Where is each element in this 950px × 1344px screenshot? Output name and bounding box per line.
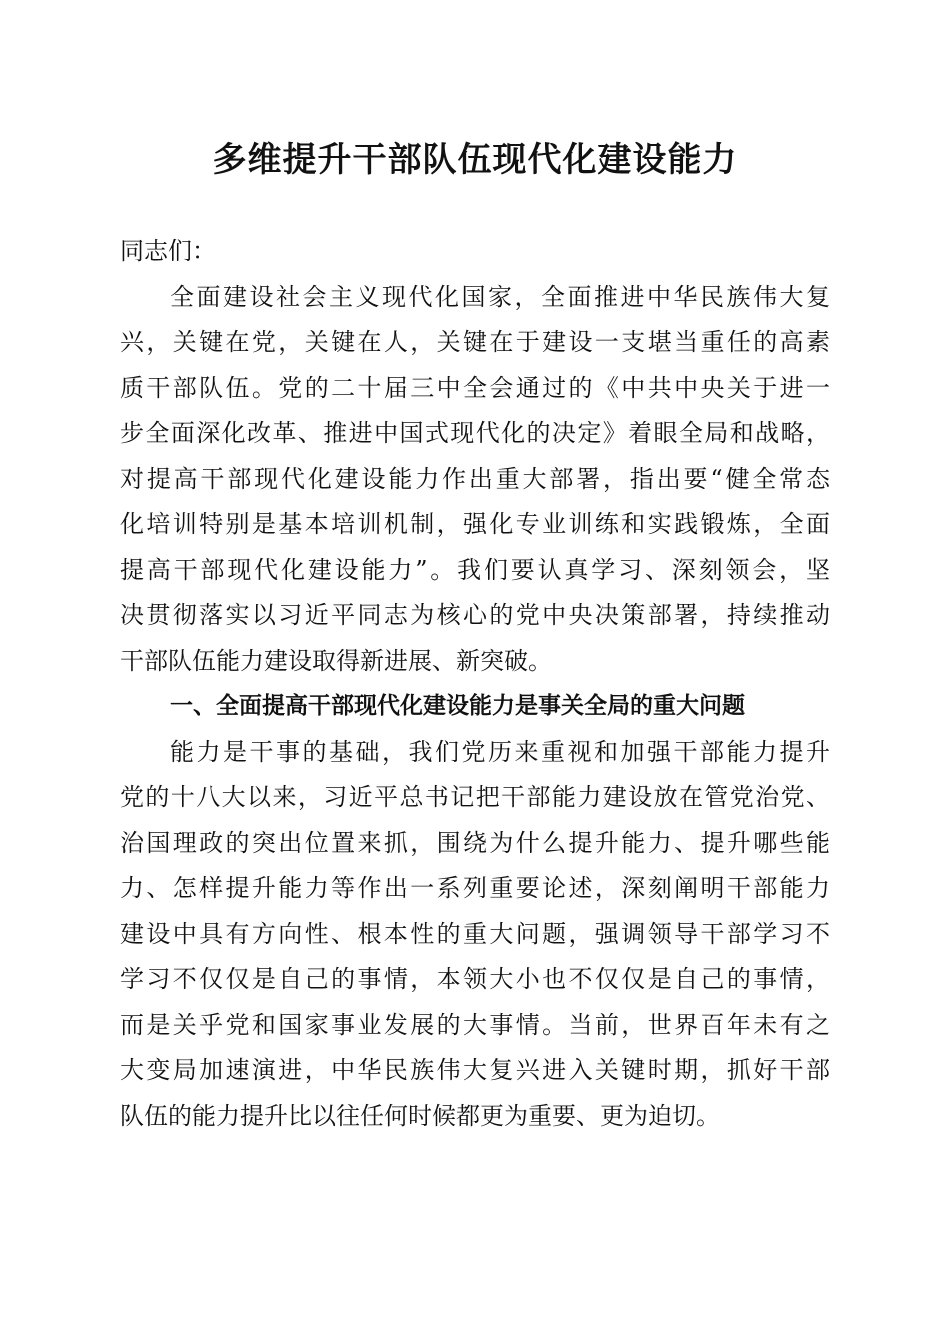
- paragraph-line: 而是关乎党和国家事业发展的大事情。当前，世界百年未有之: [120, 1010, 830, 1039]
- section-heading: 一、全面提高干部现代化建设能力是事关全局的重大问题: [170, 693, 745, 719]
- paragraph-line: 学习不仅仅是自己的事情，本领大小也不仅仅是自己的事情，: [120, 965, 830, 993]
- paragraph-line: 步全面深化改革、推进中国式现代化的决定》着眼全局和战略，: [120, 419, 830, 447]
- paragraph-line: 对提高干部现代化建设能力作出重大部署，指出要“健全常态: [120, 464, 830, 493]
- paragraph-line: 干部队伍能力建设取得新进展、新突破。: [120, 646, 552, 675]
- salutation: 同志们：: [120, 237, 216, 265]
- paragraph-line: 化培训特别是基本培训机制，强化专业训练和实践锻炼，全面: [120, 510, 830, 538]
- paragraph-1: [120, 275, 830, 685]
- paragraph-line: 全面建设社会主义现代化国家，全面推进中华民族伟大复: [170, 282, 830, 311]
- paragraph-line: 队伍的能力提升比以往任何时候都更为重要、更为迫切。: [120, 1101, 720, 1130]
- paragraph-line: 质干部队伍。党的二十届三中全会通过的《中共中央关于进一: [120, 373, 830, 402]
- paragraph-line: 建设中具有方向性、根本性的重大问题，强调领导干部学习不: [120, 919, 830, 948]
- paragraph-line: 大变局加速演进，中华民族伟大复兴进入关键时期，抓好干部: [120, 1056, 830, 1084]
- document-title: 多维提升干部队伍现代化建设能力: [212, 140, 738, 180]
- paragraph-line: 力、怎样提升能力等作出一系列重要论述，深刻阐明干部能力: [120, 874, 830, 902]
- paragraph-line: 党的十八大以来，习近平总书记把干部能力建设放在管党治党、: [120, 783, 830, 811]
- paragraph-line: 治国理政的突出位置来抓，围绕为什么提升能力、提升哪些能: [120, 828, 830, 857]
- paragraph-line: 提高干部现代化建设能力”。我们要认真学习、深刻领会，坚: [120, 555, 830, 584]
- document-body: [120, 229, 830, 1139]
- paragraph-line: 能力是干事的基础，我们党历来重视和加强干部能力提升: [170, 737, 830, 766]
- paragraph-line: 决贯彻落实以习近平同志为核心的党中央决策部署，持续推动: [120, 601, 830, 629]
- paragraph-2: [120, 730, 830, 1140]
- paragraph-line: 兴，关键在党，关键在人，关键在于建设一支堪当重任的高素: [120, 328, 830, 356]
